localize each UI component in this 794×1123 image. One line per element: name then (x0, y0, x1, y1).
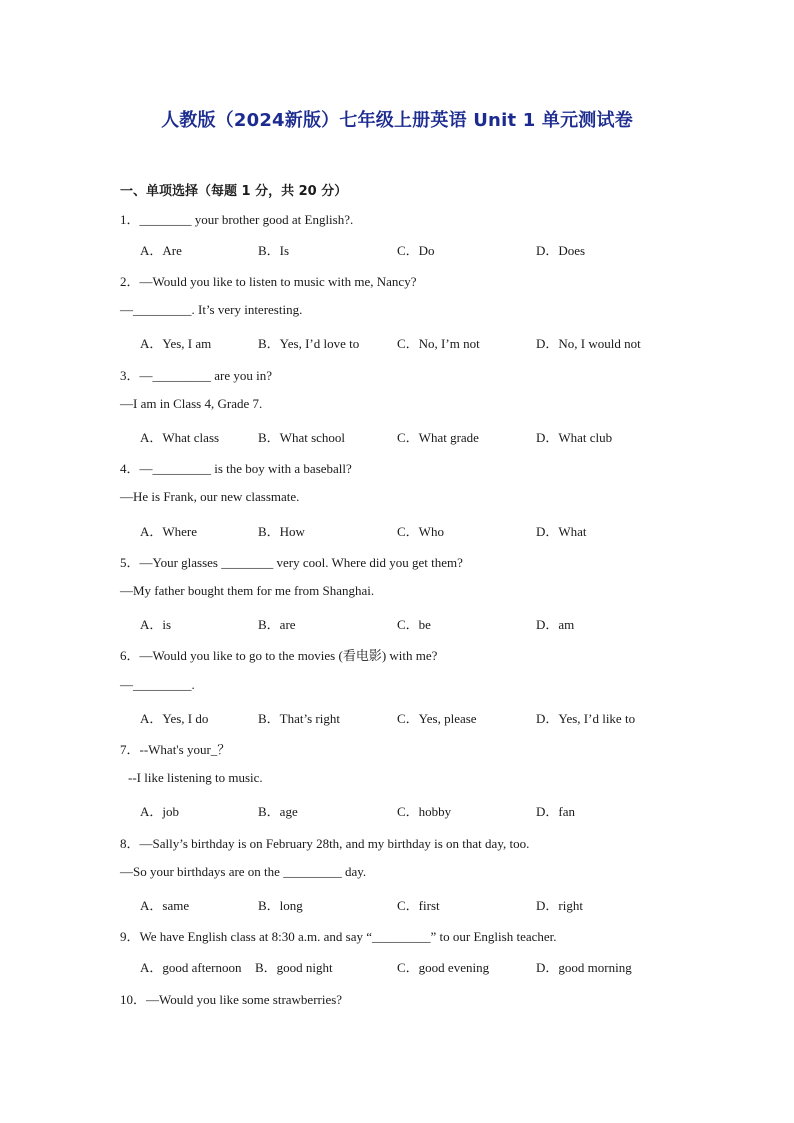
q8-option-b: B．long (258, 898, 303, 913)
question-8-answer-line: —So your birthdays are on the _________ day. (120, 864, 367, 879)
q4-option-a: A．Where (140, 524, 198, 539)
question-5-line: 5．—Your glasses ________ very cool. Where did you get them? (120, 555, 463, 570)
q4-option-b: B．How (258, 524, 305, 539)
q6-option-d: D．Yes, I’d like to (536, 711, 636, 726)
question-2-answer-line: —_________. It’s very interesting. (120, 302, 303, 317)
q9-option-a: A．good afternoon (140, 960, 242, 975)
q2-option-a: A．Yes, I am (140, 336, 212, 351)
q7-option-b: B．age (258, 804, 298, 819)
q6-option-c: C．Yes, please (397, 711, 477, 726)
q3-option-a: A．What class (140, 430, 220, 445)
q9-option-c: C．good evening (397, 960, 490, 975)
question-5-answer-line: —My father bought them for me from Shanghai. (120, 583, 375, 598)
q6-option-a: A．Yes, I do (140, 711, 209, 726)
q2-option-d: D．No, I would not (536, 336, 641, 351)
q3-option-c: C．What grade (397, 430, 479, 445)
q5-option-b: B．are (258, 617, 296, 632)
q3-option-d: D．What club (536, 430, 613, 445)
question-10-line: 10．—Would you like some strawberries? (120, 992, 343, 1007)
q5-option-c: C．be (397, 617, 431, 632)
q4-option-d: D．What (536, 524, 587, 539)
question-4-line: 4．—_________ is the boy with a baseball? (120, 461, 352, 476)
q4-option-c: C．Who (397, 524, 444, 539)
question-7-line: 7．--What's your_？ (120, 742, 231, 757)
question-6-line: 6．—Would you like to go to the movies (看电影) with me? (120, 648, 438, 663)
q6-option-b: B．That’s right (258, 711, 340, 726)
question-3-answer-line: —I am in Class 4, Grade 7. (120, 396, 263, 411)
q1-option-a: A．Are (140, 243, 182, 258)
page-title: 人教版（2024新版）七年级上册英语 Unit 1 单元测试卷 (161, 110, 633, 131)
question-2-line: 2．—Would you like to listen to music with me, Nancy? (120, 274, 417, 289)
question-3-line: 3．—_________ are you in? (120, 368, 273, 383)
q7-option-a: A．job (140, 804, 180, 819)
question-4-answer-line: —He is Frank, our new classmate. (120, 489, 300, 504)
question-8-line: 8．—Sally’s birthday is on February 28th, and my birthday is on that day, too. (120, 836, 530, 851)
q1-option-b: B．Is (258, 243, 290, 258)
q2-option-c: C．No, I’m not (397, 336, 480, 351)
question-6-answer-line: —_________. (120, 677, 195, 692)
q1-option-d: D．Does (536, 243, 586, 258)
q5-option-d: D．am (536, 617, 575, 632)
q9-option-b: B．good night (255, 960, 333, 975)
q8-option-d: D．right (536, 898, 583, 913)
question-7-answer-line: --I like listening to music. (128, 770, 263, 785)
q7-option-c: C．hobby (397, 804, 452, 819)
section-heading: 一、单项选择（每题 1 分，共 20 分） (120, 184, 348, 199)
q3-option-b: B．What school (258, 430, 346, 445)
q9-option-d: D．good morning (536, 960, 632, 975)
q5-option-a: A．is (140, 617, 172, 632)
q2-option-b: B．Yes, I’d love to (258, 336, 360, 351)
q1-option-c: C．Do (397, 243, 435, 258)
question-1-line: 1．________ your brother good at English?. (120, 212, 354, 227)
q8-option-a: A．same (140, 898, 190, 913)
question-9-line: 9．We have English class at 8:30 a.m. and say “_________” to our English teacher. (120, 929, 557, 944)
q8-option-c: C．first (397, 898, 440, 913)
q7-option-d: D．fan (536, 804, 575, 819)
